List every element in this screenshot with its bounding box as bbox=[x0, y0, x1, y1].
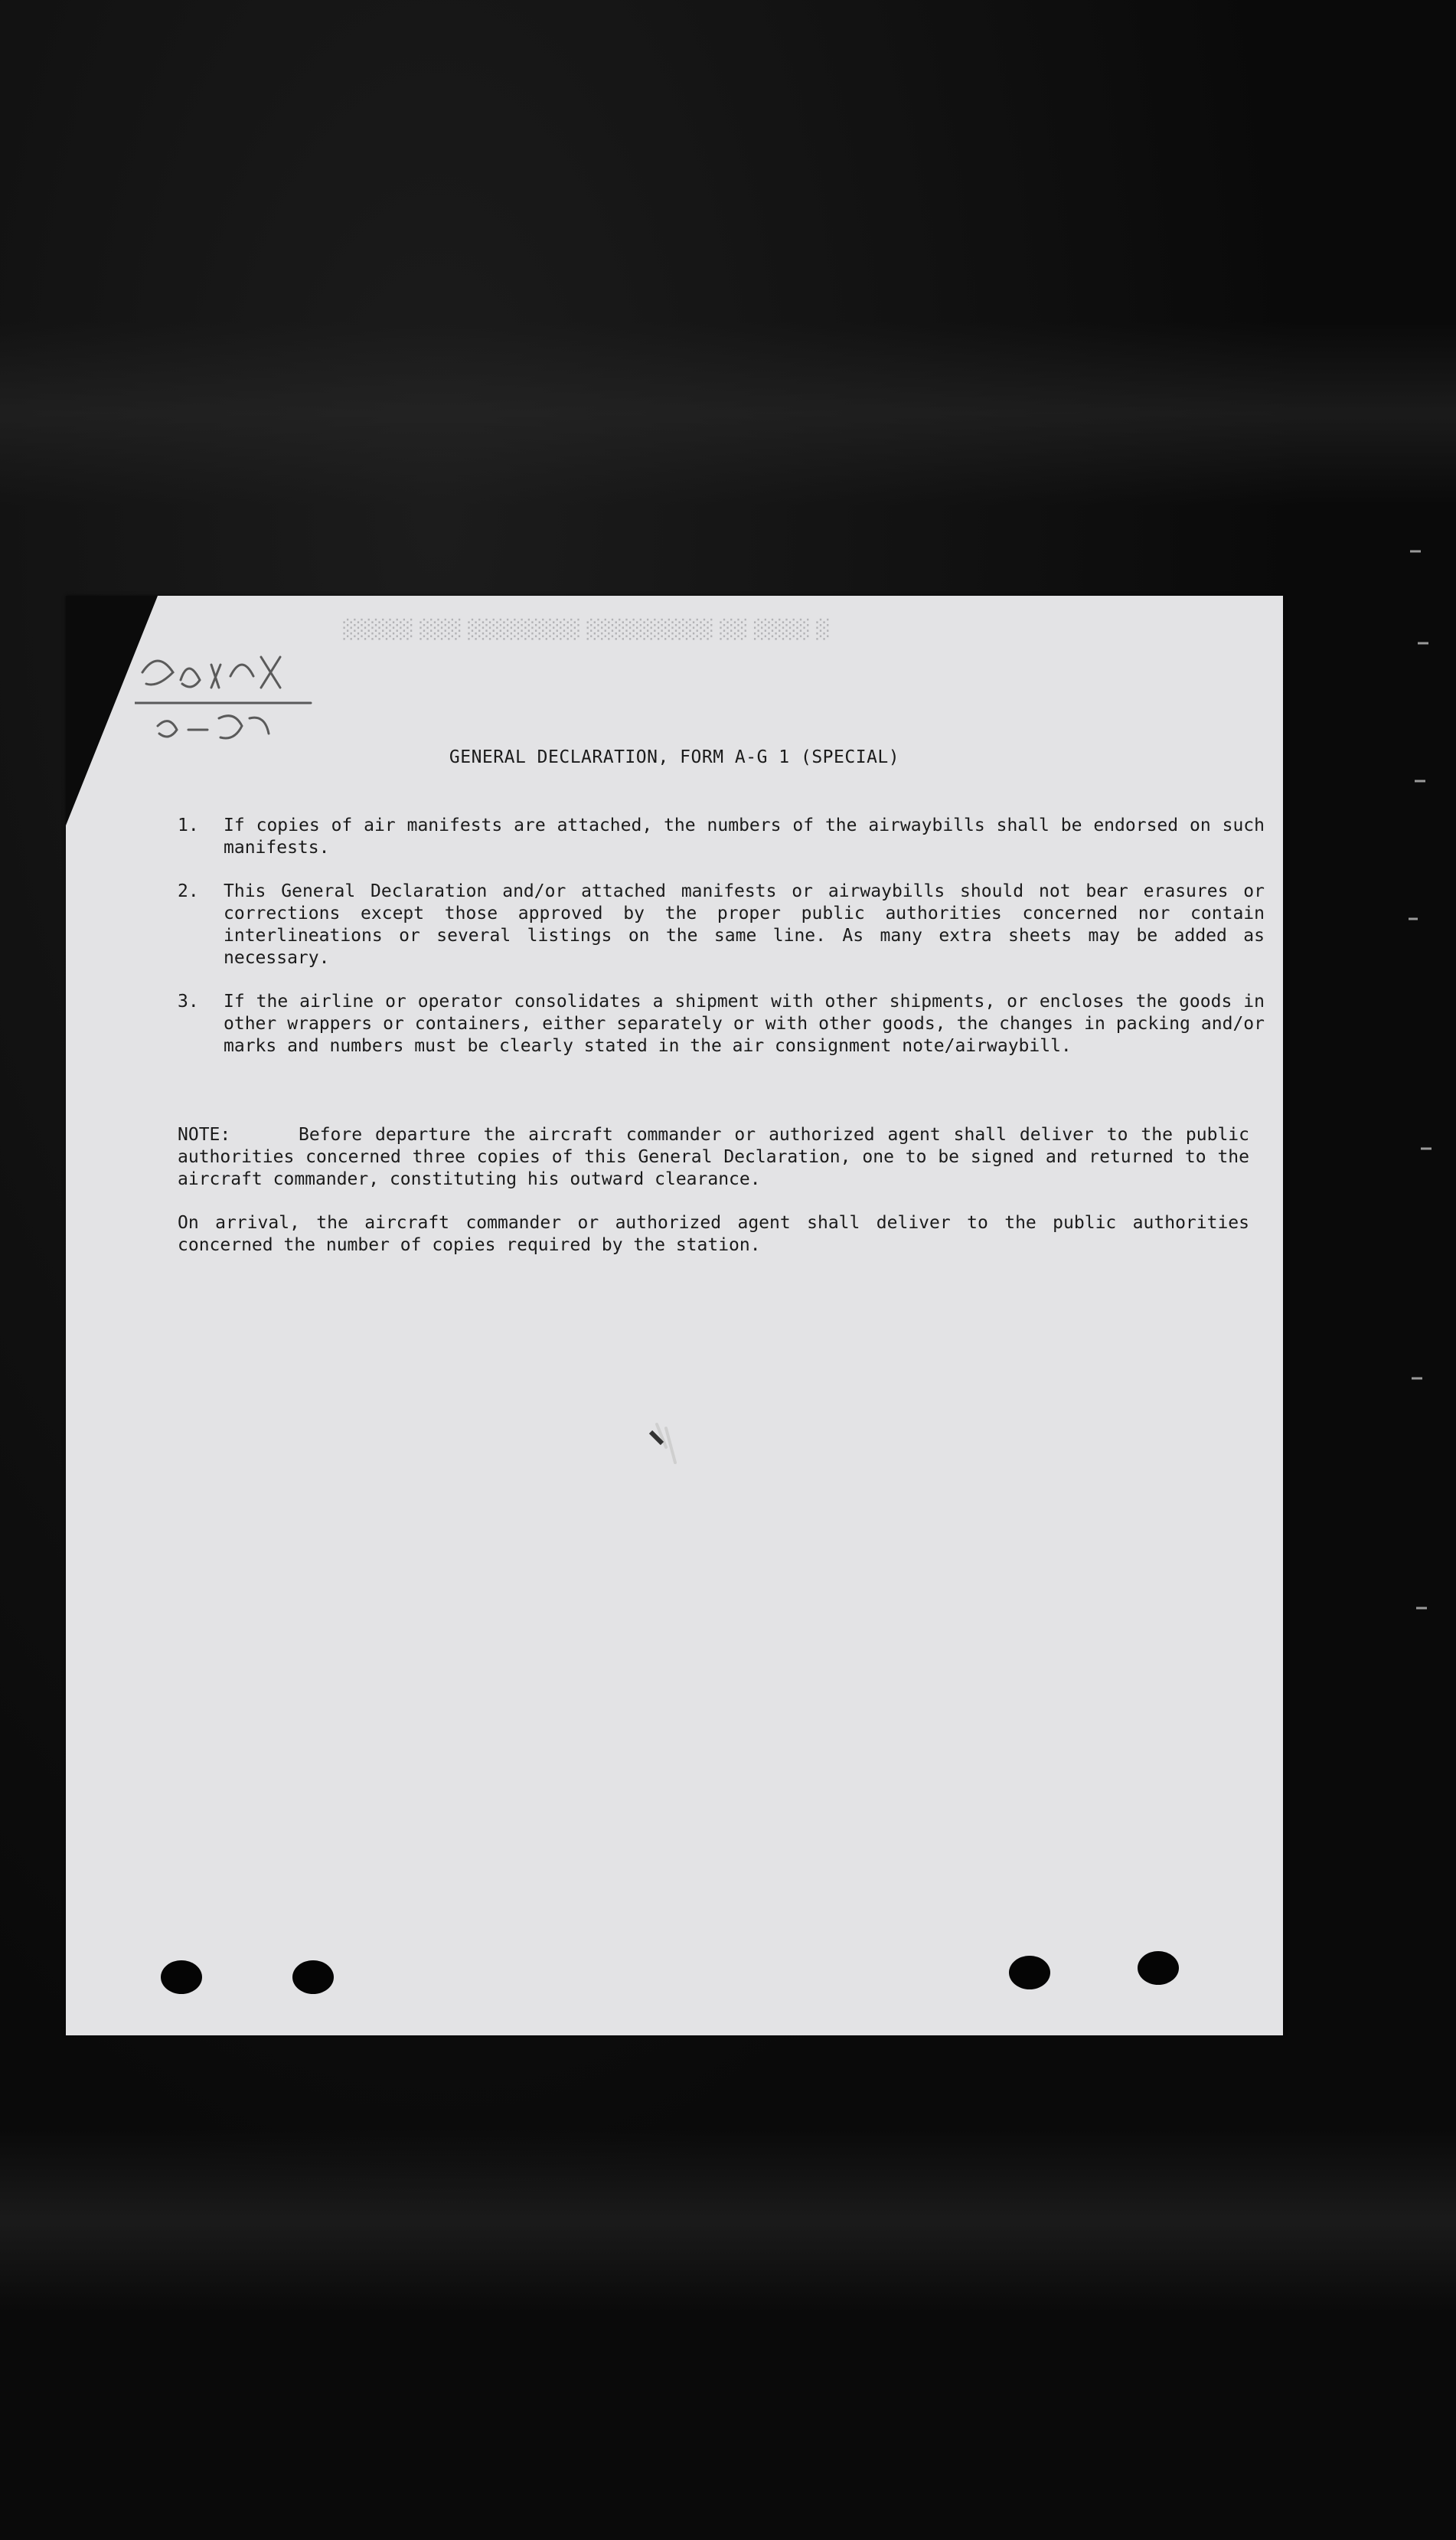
page-title: GENERAL DECLARATION, FORM A-G 1 (SPECIAL) bbox=[449, 747, 900, 767]
handwritten-annotation bbox=[135, 642, 334, 764]
note-text: Before departure the aircraft commander or authorized agent shall deliver to the public authorities concerned three copies of this General Declaration, one to be signed and returned to the aircraft commander, constituting his outward clearance. bbox=[178, 1125, 1249, 1189]
list-item bbox=[178, 815, 1265, 859]
punch-hole bbox=[161, 1960, 202, 1994]
clip-mark bbox=[589, 1417, 681, 1470]
film-band bbox=[0, 2129, 1456, 2313]
list-item-text: If copies of air manifests are attached, the numbers of the airwaybills shall be endorsed on such manifests. bbox=[224, 816, 1265, 858]
arrival-paragraph: On arrival, the aircraft commander or authorized agent shall deliver to the public authorities concerned the number of copies required by the station. bbox=[178, 1213, 1249, 1255]
list-item-number: 2. bbox=[178, 881, 199, 901]
punch-hole bbox=[292, 1960, 334, 1994]
note-label: NOTE: bbox=[178, 1125, 231, 1145]
punch-hole bbox=[1009, 1956, 1050, 1989]
list-item bbox=[178, 991, 1265, 1058]
note-section bbox=[178, 1124, 1249, 1257]
list-item-number: 1. bbox=[178, 816, 199, 835]
bleed-through-text: ░ ░░░░ ░░ ░░░░░░░░░ ░░░░░░░░ ░░░ ░░░░░ bbox=[341, 619, 829, 640]
punch-hole bbox=[1138, 1951, 1179, 1985]
list-item-text: If the airline or operator consolidates a shipment with other shipments, or encloses the goods in other wrappers or containers, either separately or with other goods, the changes in packing and/or marks and numbers must be clearly stated in the air consignment note/airwaybill. bbox=[224, 992, 1265, 1056]
list-item-number: 3. bbox=[178, 992, 199, 1012]
film-edge-marks bbox=[1395, 536, 1456, 1761]
film-band bbox=[0, 322, 1456, 505]
list-item-text: This General Declaration and/or attached manifests or airwaybills should not bear erasures or corrections except those approved by the proper public authorities concerned nor contain interlineations or several listings on the same line. As many extra sheets may be added as necessary. bbox=[224, 881, 1265, 968]
note-paragraph bbox=[178, 1124, 1249, 1191]
list-item bbox=[178, 881, 1265, 969]
document-page bbox=[66, 596, 1283, 2035]
instruction-list bbox=[178, 815, 1265, 1079]
